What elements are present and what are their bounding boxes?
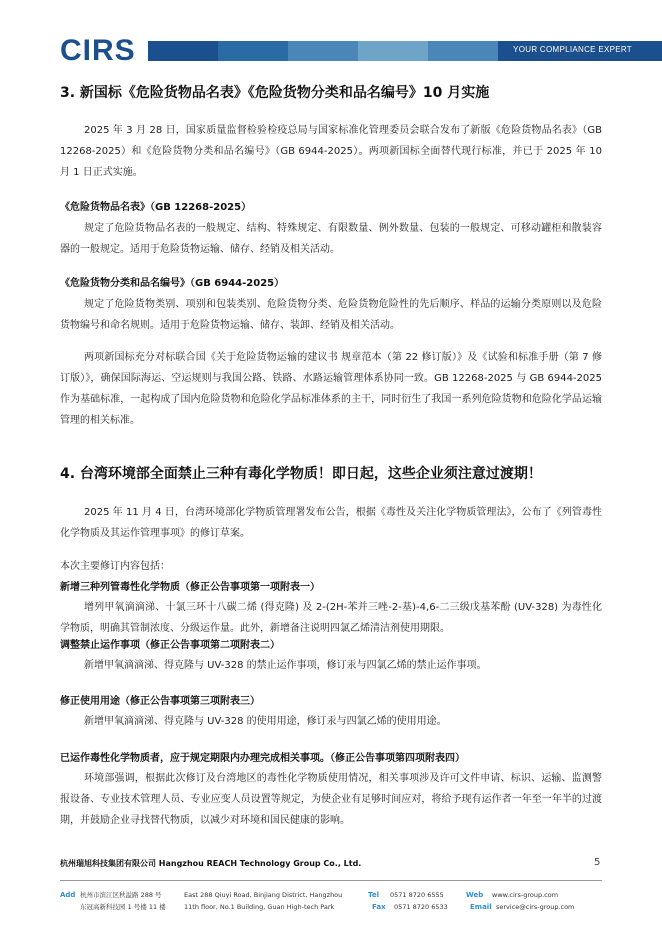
item3-text: 新增甲氧滴滴涕、得克隆与 UV-328 的使用用途，修订汞与四氯乙烯的使用用途。 — [84, 716, 447, 727]
std1-title: 《危险货物品名表》（GB 12268-2025） — [60, 202, 252, 213]
std2-text: 规定了危险货物类别、项别和包装类别、危险货物分类、危险货物危险性的先后顺序、样品的运输分类原则以及危险货物编号和命名规则。适用于危险货物运输、储存、装卸、经销及相关活动。 — [60, 299, 602, 331]
cirs-logo — [60, 36, 136, 66]
footer-address-en-1: East 288 Qiuyi Road, Binjiang District, Hangzhou — [184, 891, 343, 899]
std1-text: 规定了危险货物品名表的一般规定、结构、特殊规定、有限数量、例外数量、包装的一般规定、可移动罐柜和散装容器的一般规定。适用于危险货物运输、储存、经销及相关活动。 — [60, 223, 602, 255]
std2-title: 《危险货物分类和品名编号》（GB 6944-2025） — [60, 278, 285, 289]
item4-text: 环境部强调，根据此次修订及台湾地区的毒性化学物质使用情况，相关事项涉及许可文件申请、标识、运输、监测警报设备、专业技术管理人员、专业应变人员设置等规定，为使企业有足够时间应对，将给予现有运作者一年至一年半的过渡期，并鼓励企业寻找替代物质，以减少对环境和国民健康的影响。 — [60, 773, 602, 826]
footer-divider — [60, 880, 602, 881]
section-4-lead: 本次主要修订内容包括： — [60, 561, 170, 572]
footer-email-link[interactable]: service@cirs-group.com — [496, 903, 575, 911]
footer-address-cn-2: 东冠高新科技园 1 号楼 11 楼 — [80, 903, 166, 911]
page-header — [0, 0, 662, 76]
footer-fax: 0571 8720 6533 — [394, 903, 448, 911]
item1-text: 增列甲氧滴滴涕、十氯三环十八碳二烯 (得克隆) 及 2-(2H-苯并三唑-2-基)-4,6-二三级戊基苯酚 (UV-328) 为毒性化学物质，明确其管制浓度、分级运作量。此外，新增备注说明四氯乙烯清洁剂使用期限。 — [60, 602, 602, 634]
header-banner — [148, 41, 662, 61]
item1-title: 新增三种列管毒性化学物质（修正公告事项第一项附表一） — [60, 582, 320, 593]
footer-fax-label: Fax — [372, 903, 386, 911]
footer-address-en-2: 11th floor, No.1 Building, Guan High-tech Park — [184, 903, 335, 911]
footer-tel-label: Tel — [368, 891, 379, 899]
footer-web-link[interactable]: www.cirs-group.com — [492, 891, 559, 899]
header-tagline: YOUR COMPLIANCE EXPERT — [513, 45, 632, 54]
section-3-summary: 两项新国标充分对标联合国《关于危险货物运输的建议书 规章范本（第 22 修订版）》及《试验和标准手册（第 7 修订版）》，确保国际海运、空运规则与我国公路、铁路、水路运输管理体系协同一致。GB 12268-2025 与 GB 6944-2025 作为基础标准，一起构成了国内危险货物和危险化学品标准体系的主干，同时衍生了我国一系列危险货物和危险化学品运输管理的相关标准。 — [60, 352, 602, 426]
footer-add-label: Add — [60, 891, 76, 899]
item2-title: 调整禁止运作事项（修正公告事项第二项附表二） — [60, 640, 280, 651]
item4-title: 已运作毒性化学物质者，应于规定期限内办理完成相关事项。（修正公告事项第四项附表四） — [60, 753, 465, 764]
footer-company: 杭州瑞旭科技集团有限公司 Hangzhou REACH Technology Group Co., Ltd. — [60, 859, 362, 868]
page-number: 5 — [594, 857, 601, 868]
footer-email-label: Email — [470, 903, 492, 911]
footer-web-label: Web — [466, 891, 484, 899]
logo-text: CIRS — [60, 34, 136, 67]
section-4-title: 4. 台湾环境部全面禁止三种有毒化学物质！即日起，这些企业须注意过渡期！ — [60, 466, 542, 482]
footer-tel: 0571 8720 6555 — [390, 891, 444, 899]
item3-title: 修正使用用途（修正公告事项第三项附表三） — [60, 696, 260, 707]
section-4-intro: 2025 年 11 月 4 日，台湾环境部化学物质管理署发布公告，根据《毒性及关注化学物质管理法》，公布了《列管毒性化学物质及其运作管理事项》的修订草案。 — [60, 507, 602, 539]
section-3-title: 3. 新国标《危险货物品名表》《危险货物分类和品名编号》10 月实施 — [60, 85, 490, 101]
footer-address-cn-1: 杭州市滨江区秋溢路 288 号 — [80, 891, 162, 899]
item2-text: 新增甲氧滴滴涕、得克隆与 UV-328 的禁止运作事项，修订汞与四氯乙烯的禁止运作事项。 — [84, 660, 487, 671]
section-3-intro: 2025 年 3 月 28 日，国家质量监督检验检疫总局与国家标准化管理委员会联合发布了新版《危险货物品名表》（GB 12268-2025）和《危险货物分类和品名编号》（GB 6944-2025）。两项新国标全面替代现行标准，并已于 2025 年 10 月 1 日正式实施。 — [60, 125, 602, 178]
